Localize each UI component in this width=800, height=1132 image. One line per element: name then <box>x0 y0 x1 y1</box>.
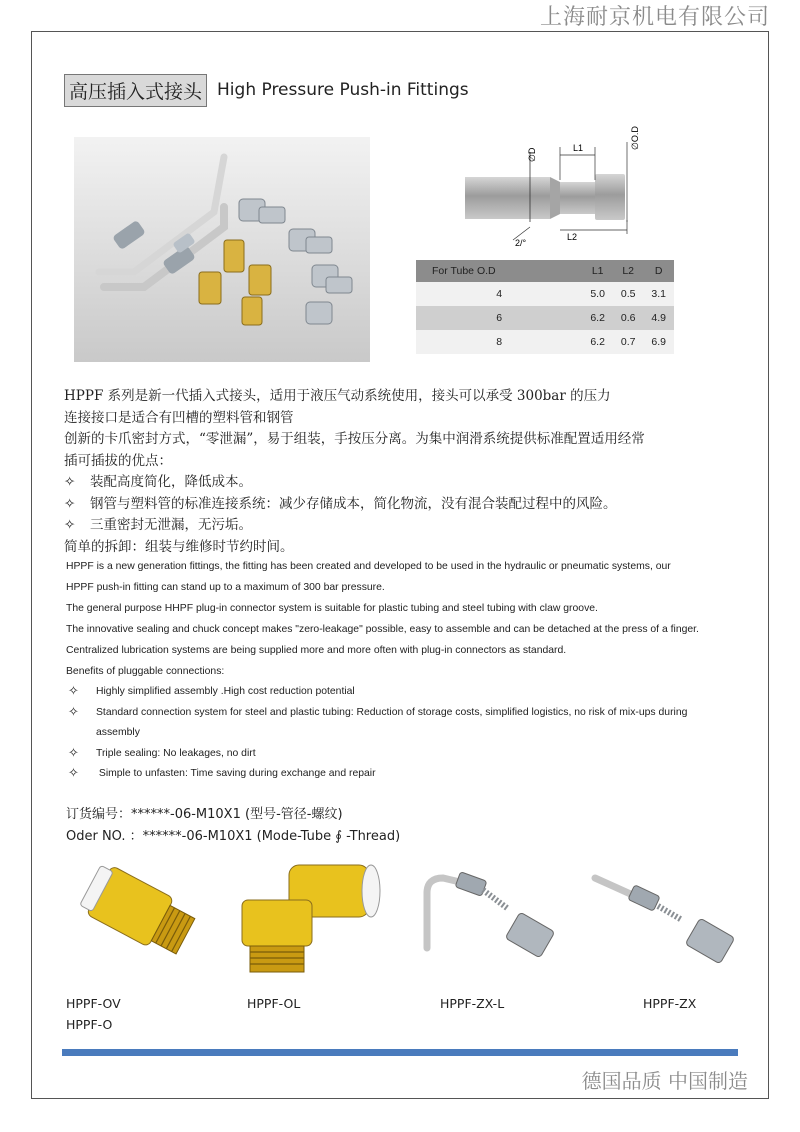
table-row <box>416 306 674 330</box>
product-image-hppf-ov <box>66 862 201 982</box>
header-l2: L2 <box>613 260 644 282</box>
product-group-photo <box>74 137 370 362</box>
dim-l2-label: L2 <box>567 232 578 242</box>
cn-paragraph: HPPF 系列是新一代插入式接头，适用于液压气动系统使用，接头可以承受 300bar 的压力 <box>64 388 611 404</box>
cn-paragraph: 创新的卡爪密封方式，“零泄漏”，易于组装，手按压分离。为集中润滑系统提供标准配置适用经常 <box>64 431 645 447</box>
en-bullet: ✧ Highly simplified assembly .High cost reduction potential <box>66 682 746 703</box>
cn-paragraph: 插可插拔的优点： <box>64 452 172 469</box>
cell: 8 <box>416 330 582 354</box>
table-row <box>416 330 674 354</box>
cell: 0.5 <box>613 282 644 306</box>
order-number-cn: 订货编号：******-06-M10X1 (型号-管径-螺纹) <box>66 807 343 822</box>
en-paragraph: HPPF is a new generation fittings, the fitting has been created and developed to be used in the hydraulic or pneumatic systems, our <box>66 561 671 572</box>
cell: 6.9 <box>643 330 674 354</box>
cell: 4.9 <box>643 306 674 330</box>
spec-table-header <box>416 260 674 282</box>
product-image-hppf-zx <box>590 868 745 968</box>
product-image-hppf-ol <box>234 855 384 985</box>
cn-paragraph: 连接接口是适合有凹槽的塑料管和钢管 <box>64 409 294 426</box>
page-title <box>64 74 469 106</box>
cell: 6 <box>416 306 582 330</box>
star-bullet-icon: ✧ <box>68 703 79 719</box>
cell: 5.0 <box>582 282 613 306</box>
en-bullet: ✧ Standard connection system for steel and plastic tubing: Reduction of storage costs, simplified logistics, no risk of mix-ups during assembly <box>68 703 688 738</box>
en-bullet: ✧ Simple to unfasten: Time saving during exchange and repair <box>66 764 746 785</box>
header-d: D <box>643 260 674 282</box>
cell: 6.2 <box>582 330 613 354</box>
header-l1: L1 <box>582 260 613 282</box>
star-bullet-icon: ✧ <box>68 765 79 780</box>
table-row <box>416 282 674 306</box>
title-cn: 高压插入式接头 <box>64 74 207 107</box>
cn-bullet: ✧ 装配高度简化，降低成本。 <box>64 472 744 494</box>
cn-bullet: ✧ 钢管与塑料管的标准连接系统：减少存储成本，简化物流，没有混合装配过程中的风险。 <box>64 494 744 516</box>
product-label-hppf-zx: HPPF-ZX <box>643 996 697 1011</box>
en-paragraph: The general purpose HHPF plug-in connector system is suitable for plastic tubing and steel tubing with claw groove. <box>66 603 598 614</box>
en-paragraph: HPPF push-in fitting can stand up to a maximum of 300 bar pressure. <box>66 582 385 593</box>
cell: 0.7 <box>613 330 644 354</box>
cn-bullet: ✧ 三重密封无泄漏，无污垢。 <box>64 515 744 537</box>
dim-d-label: ∅D <box>527 147 537 162</box>
spec-table <box>416 260 674 354</box>
en-paragraph: Benefits of pluggable connections: <box>66 666 225 677</box>
footer-accent-bar <box>62 1049 738 1056</box>
company-name: 上海耐京机电有限公司 <box>539 5 770 30</box>
star-bullet-icon: ✧ <box>68 683 79 698</box>
cell: 3.1 <box>643 282 674 306</box>
en-paragraph: Centralized lubrication systems are being supplied more and more often with plug-in connectors as standard. <box>66 645 567 656</box>
star-bullet-icon: ✧ <box>68 744 79 760</box>
dim-angle-label: 2/° <box>515 238 527 248</box>
product-label-hppf-ol: HPPF-OL <box>247 996 301 1011</box>
en-bullet: ✧ Triple sealing: No leakages, no dirt <box>66 744 746 765</box>
description-en <box>66 556 746 785</box>
dim-od-label: ∅O.D <box>630 126 640 150</box>
product-label-hppf-ov: HPPF-OV <box>66 996 121 1011</box>
product-label-hppf-o: HPPF-O <box>66 1017 113 1032</box>
dim-l1-label: L1 <box>573 143 584 153</box>
order-number-en: Oder NO. ：******-06-M10X1 (Mode-Tube ∮ -Thread) <box>66 829 401 844</box>
en-paragraph: The innovative sealing and chuck concept makes "zero-leakage" possible, easy to assemble and can be detached at the press of a finger. <box>66 624 699 635</box>
dimension-diagram <box>455 122 645 252</box>
product-label-hppf-zx-l: HPPF-ZX-L <box>440 996 505 1011</box>
order-number <box>66 804 400 848</box>
product-image-hppf-zx-l <box>415 868 565 968</box>
footer-slogan: 德国品质 中国制造 <box>581 1069 748 1093</box>
cn-paragraph: 简单的拆卸：组装与维修时节约时间。 <box>64 538 294 555</box>
cell: 4 <box>416 282 582 306</box>
cell: 0.6 <box>613 306 644 330</box>
cell: 6.2 <box>582 306 613 330</box>
title-en: High Pressure Push-in Fittings <box>217 80 469 100</box>
header-tube-od: For Tube O.D <box>416 260 582 282</box>
description-cn <box>64 386 744 558</box>
